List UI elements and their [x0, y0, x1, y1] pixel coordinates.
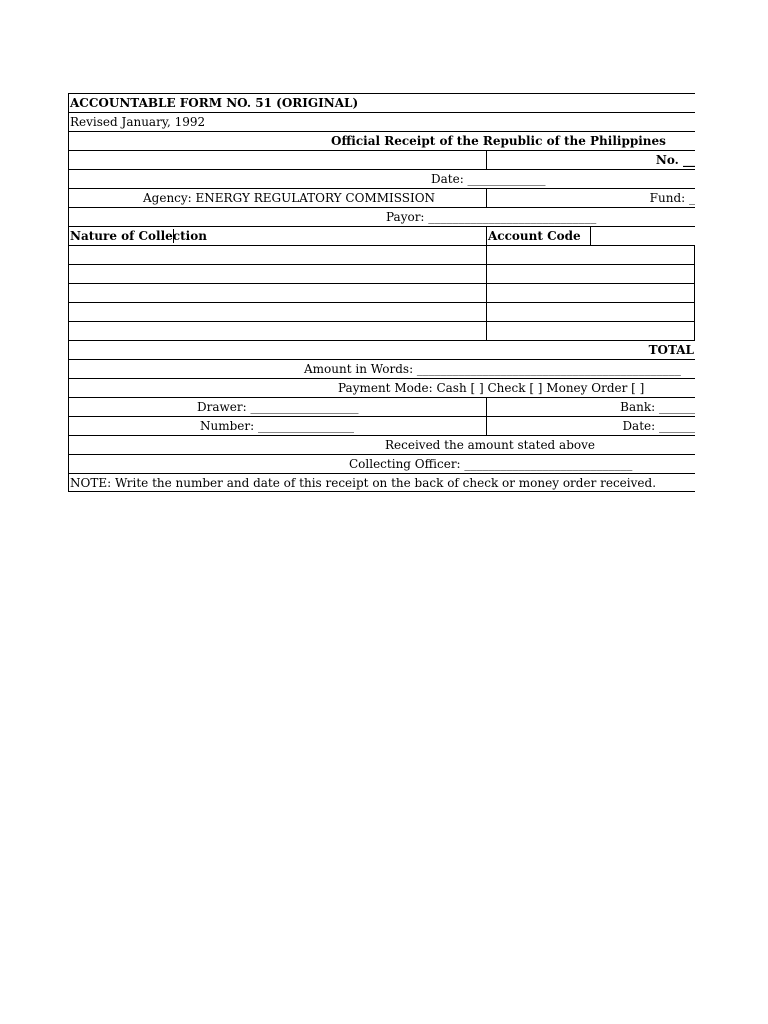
payor-field[interactable]: Payor: ____________________________	[386, 210, 597, 224]
receipt-title: Official Receipt of the Republic of the Philippines	[331, 134, 666, 148]
revised-row	[68, 112, 695, 131]
payor-row	[68, 207, 695, 226]
text-cursor	[173, 229, 174, 243]
payment-mode-row	[68, 378, 695, 397]
collecting-officer-row	[68, 454, 695, 473]
total-row	[68, 340, 695, 359]
table-row[interactable]	[68, 283, 695, 302]
date-row	[68, 169, 695, 188]
receipt-number[interactable]: No. __	[655, 153, 695, 167]
note-row	[68, 473, 695, 492]
bank-field[interactable]: Bank: ______	[620, 400, 695, 414]
check-number-row	[68, 416, 695, 435]
fund-field[interactable]: Fund: _	[649, 191, 695, 205]
amount-in-words-field[interactable]: Amount in Words: ____________________________________________	[304, 362, 681, 376]
form-title-row	[68, 93, 695, 112]
date-field[interactable]: Date: _____________	[431, 172, 546, 186]
table-row[interactable]	[68, 245, 695, 264]
received-statement: Received the amount stated above	[385, 438, 595, 452]
check-date-field[interactable]: Date: ______	[622, 419, 695, 433]
number-row	[68, 150, 695, 169]
check-number-field[interactable]: Number: ________________	[200, 419, 354, 433]
collecting-officer-field[interactable]: Collecting Officer: ____________________________	[349, 457, 633, 471]
payment-mode-options[interactable]: Payment Mode: Cash [ ] Check [ ] Money Order [ ]	[338, 381, 645, 395]
note-text: NOTE: Write the number and date of this receipt on the back of check or money order received.	[70, 476, 657, 490]
table-row[interactable]	[68, 264, 695, 283]
agency-label: Agency: ENERGY REGULATORY COMMISSION	[143, 191, 436, 205]
receipt-form	[68, 93, 695, 492]
agency-row	[68, 188, 695, 207]
revised-date: Revised January, 1992	[70, 115, 206, 129]
received-row	[68, 435, 695, 454]
drawer-field[interactable]: Drawer: __________________	[197, 400, 359, 414]
form-title: ACCOUNTABLE FORM NO. 51 (ORIGINAL)	[70, 96, 359, 110]
amount-words-row	[68, 359, 695, 378]
table-row[interactable]	[68, 321, 695, 340]
receipt-title-row	[68, 131, 695, 150]
drawer-row	[68, 397, 695, 416]
table-header-row	[68, 226, 695, 245]
column-header-account: Account Code	[488, 229, 581, 243]
table-row[interactable]	[68, 302, 695, 321]
total-label: TOTAL	[648, 343, 694, 357]
column-header-nature: Nature of Collection	[70, 229, 207, 243]
